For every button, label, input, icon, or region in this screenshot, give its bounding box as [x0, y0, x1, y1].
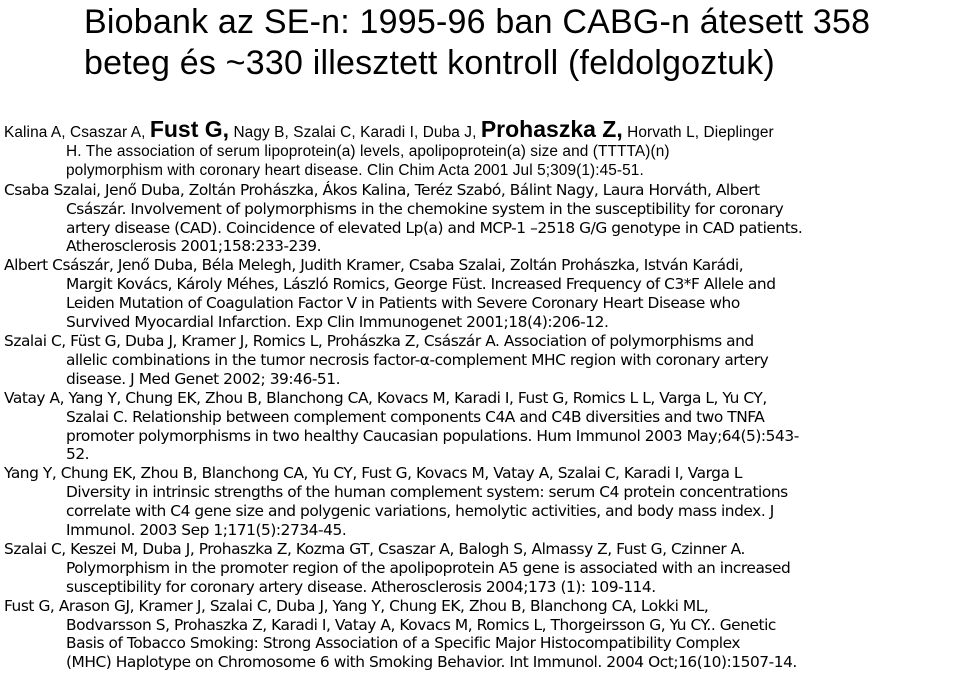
reference-text: polymorphism with coronary heart disease. Clin Chim Acta 2001 Jul 5;309(1):45-51.: [66, 161, 644, 179]
reference-line: [4, 370, 956, 389]
reference-line: [4, 294, 956, 313]
reference-text: Fust G, Arason GJ, Kramer J, Szalai C, Duba J, Yang Y, Chung EK, Zhou B, Blanchong CA, Lokki ML,: [4, 596, 709, 615]
reference-line: [4, 116, 956, 143]
reference-text: allelic combinations in the tumor necrosis factor-α-complement MHC region with coronary artery: [66, 350, 769, 369]
reference-line: [4, 332, 956, 351]
reference-line: [4, 616, 956, 635]
reference-line: [4, 143, 956, 162]
reference-line: [4, 237, 956, 256]
reference-line: [4, 634, 956, 653]
reference-text: Leiden Mutation of Coagulation Factor V in Patients with Severe Coronary Heart Disease who: [66, 294, 740, 313]
reference-text: Bodvarsson S, Prohaszka Z, Karadi I, Vatay A, Kovacs M, Romics L, Thorgeirsson G, Yu CY.. Genetic: [66, 615, 776, 634]
reference-text: Nagy B, Szalai C, Karadi I, Duba J,: [229, 124, 481, 141]
reference-text: Atherosclerosis 2001;158:233-239.: [66, 237, 322, 256]
title-line-1: Biobank az SE-n: 1995-96 ban CABG-n átesett 358: [84, 3, 871, 41]
reference-text: H. The association of serum lipoprotein(a) levels, apolipoprotein(a) size and (TTTTA)(n): [66, 142, 670, 160]
reference-text: Császár. Involvement of polymorphisms in the chemokine system in the susceptibility for coronary: [66, 199, 784, 218]
reference-text: Immunol. 2003 Sep 1;171(5):2734-45.: [66, 521, 347, 540]
reference-line: [4, 427, 956, 446]
reference-line: [4, 464, 956, 483]
reference-line: [4, 597, 956, 616]
reference-8: [4, 597, 956, 673]
reference-text: Basis of Tobacco Smoking: Strong Association of a Specific Major Histocompatibility Complex: [66, 634, 741, 653]
reference-line: [4, 275, 956, 294]
reference-2: [4, 181, 956, 257]
reference-text: Diversity in intrinsic strengths of the human complement system: serum C4 protein concentrations: [66, 483, 788, 502]
reference-3: [4, 256, 956, 332]
reference-line: [4, 483, 956, 502]
reference-5: [4, 389, 956, 465]
reference-text: Vatay A, Yang Y, Chung EK, Zhou B, Blanchong CA, Kovacs M, Karadi I, Fust G, Romics L L, Varga L, Yu CY,: [4, 388, 767, 407]
reference-6: [4, 464, 956, 540]
reference-line: [4, 313, 956, 332]
reference-line: [4, 200, 956, 219]
reference-text: promoter polymorphisms in two healthy Caucasian populations. Hum Immunol 2003 May;64(5):543-: [66, 426, 799, 445]
reference-7: [4, 540, 956, 597]
reference-text: Csaba Szalai, Jenő Duba, Zoltán Prohászka, Ákos Kalina, Teréz Szabó, Bálint Nagy, Laura Horváth, Albert: [4, 180, 760, 199]
reference-text: Albert Császár, Jenő Duba, Béla Melegh, Judith Kramer, Csaba Szalai, Zoltán Prohászka, István Karádi,: [4, 256, 744, 275]
reference-4: [4, 332, 956, 389]
reference-line: [4, 256, 956, 275]
reference-line: [4, 445, 956, 464]
title-line-2: beteg és ~330 illesztett kontroll (feldolgoztuk): [84, 44, 775, 82]
reference-line: [4, 521, 956, 540]
reference-text: Survived Myocardial Infarction. Exp Clin Immunogenet 2001;18(4):206-12.: [66, 313, 609, 332]
reference-line: [4, 559, 956, 578]
reference-text: Margit Kovács, Károly Méhes, László Romics, George Füst. Increased Frequency of C3*F Allele and: [66, 275, 776, 294]
reference-text: artery disease (CAD). Coincidence of elevated Lp(a) and MCP-1 –2518 G/G genotype in CAD patients.: [66, 218, 803, 237]
reference-line: [4, 181, 956, 200]
reference-line: [4, 578, 956, 597]
reference-text: Horvath L, Dieplinger: [622, 124, 774, 141]
reference-1: [4, 116, 956, 181]
reference-text: Szalai C. Relationship between complement components C4A and C4B diversities and two TNFA: [66, 407, 765, 426]
highlighted-author: Fust G,: [149, 116, 230, 142]
reference-line: [4, 502, 956, 521]
reference-text: Polymorphism in the promoter region of the apolipoprotein A5 gene is associated with an increased: [66, 558, 791, 577]
reference-line: [4, 408, 956, 427]
reference-list: [4, 116, 956, 672]
reference-line: [4, 162, 956, 181]
highlighted-author: Prohaszka Z,: [480, 116, 623, 142]
reference-text: 52.: [66, 445, 90, 464]
reference-line: [4, 389, 956, 408]
reference-text: correlate with C4 gene size and polygenic variations, hemolytic activities, and body mass index. J: [66, 502, 774, 521]
reference-text: Yang Y, Chung EK, Zhou B, Blanchong CA, Yu CY, Fust G, Kovacs M, Vatay A, Szalai C, Karadi I, Varga L: [4, 464, 743, 483]
reference-line: [4, 219, 956, 238]
reference-line: [4, 540, 956, 559]
reference-line: [4, 653, 956, 672]
reference-text: Kalina A, Csaszar A,: [4, 124, 150, 141]
reference-text: Szalai C, Keszei M, Duba J, Prohaszka Z, Kozma GT, Csaszar A, Balogh S, Almassy Z, Fust G, Czinner A.: [4, 539, 745, 558]
reference-text: disease. J Med Genet 2002; 39:46-51.: [66, 369, 341, 388]
reference-text: (MHC) Haplotype on Chromosome 6 with Smoking Behavior. Int Immunol. 2004 Oct;16(10):1507-14.: [66, 653, 797, 672]
reference-text: susceptibility for coronary artery disease. Atherosclerosis 2004;173 (1): 109-114.: [66, 577, 656, 596]
slide-title: [84, 2, 944, 84]
reference-line: [4, 351, 956, 370]
reference-text: Szalai C, Füst G, Duba J, Kramer J, Romics L, Prohászka Z, Császár A. Association of polymorphisms and: [4, 331, 754, 350]
